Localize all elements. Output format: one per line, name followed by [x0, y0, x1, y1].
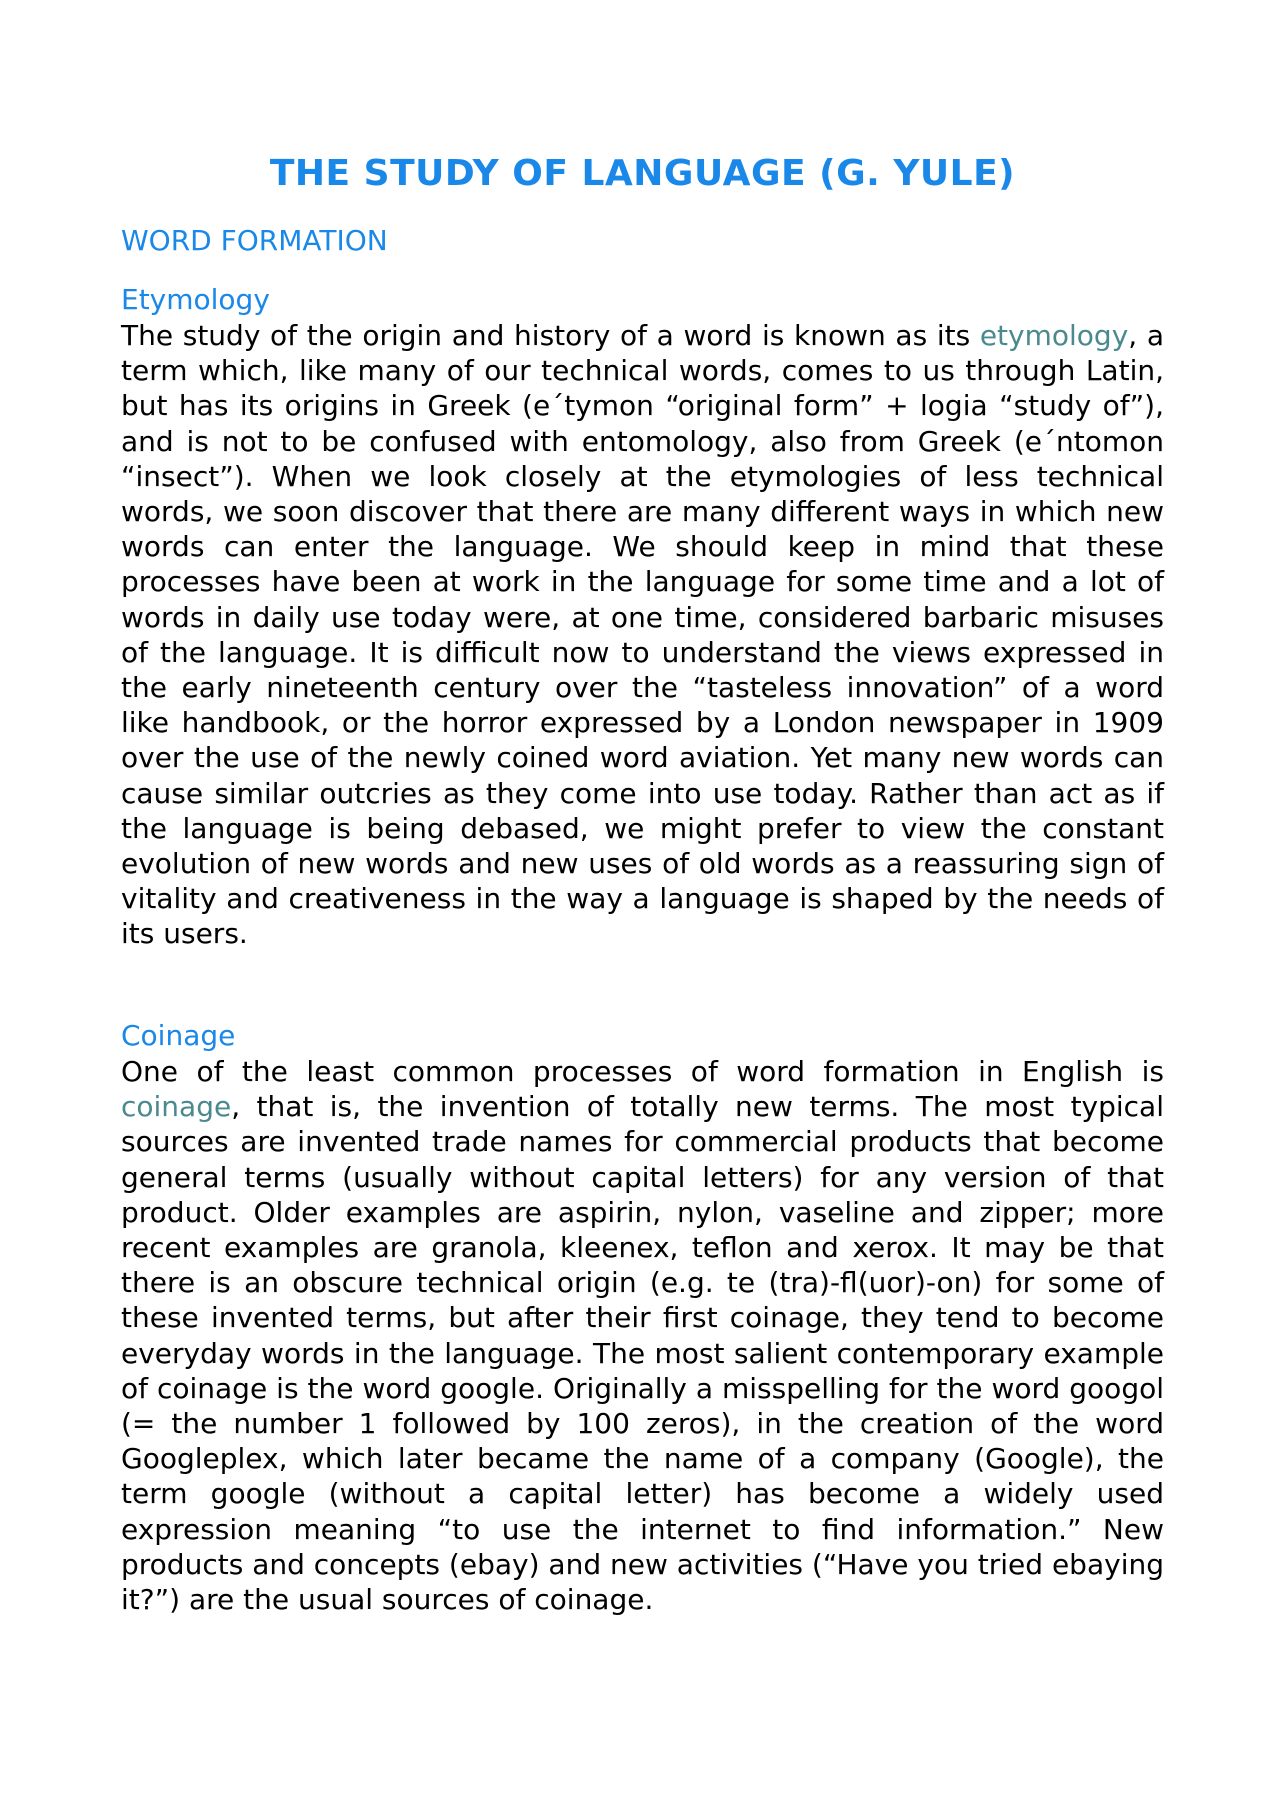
- document-title: THE STUDY OF LANGUAGE (G. YULE): [269, 153, 1016, 194]
- etymology-term: etymology: [979, 319, 1129, 352]
- etymology-section: [121, 282, 1164, 952]
- coinage-intro: One of the least common processes of word formation in English is: [121, 1055, 1164, 1088]
- coinage-paragraph: [121, 1054, 1164, 1617]
- etymology-body: , a term which, like many of our technical words, comes to us through Latin, but has its origins in Greek (e´tymon “original form” + logia “study of”), and is not to be confused with entomology, also from Greek (e´ntomon “insect”). When we look closely at the etymologies of less technical words, we soon discover that there are many different ways in which new words can enter the language. We should keep in mind that these processes have been at work in the language for some time and a lot of words in daily use today were, at one time, considered barbaric misuses of the language. It is difficult now to understand the views expressed in the early nineteenth century over the “tasteless innovation” of a word like handbook, or the horror expressed by a London newspaper in 1909 over the use of the newly coined word aviation. Yet many new words can cause similar outcries as they come into use today. Rather than act as if the language is being debased, we might prefer to view the constant evolution of new words and new uses of old words as a reassuring sign of vitality and creativeness in the way a language is shaped by the needs of its users.: [121, 319, 1164, 951]
- coinage-body: , that is, the invention of totally new terms. The most typical sources are invented trade names for commercial products that become general terms (usually without capital letters) for any version of that product. Older examples are aspirin, nylon, vaseline and zipper; more recent examples are granola, kleenex, teflon and xerox. It may be that there is an obscure technical origin (e.g. te (tra)-fl(uor)-on) for some of these invented terms, but after their first coinage, they tend to become everyday words in the language. The most salient contemporary example of coinage is the word google. Originally a misspelling for the word googol (= the number 1 followed by 100 zeros), in the creation of the word Googleplex, which later became the name of a company (Google), the term google (without a capital letter) has become a widely used expression meaning “to use the internet to find information.” New products and concepts (ebay) and new activities (“Have you tried ebaying it?”) are the usual sources of coinage.: [121, 1090, 1164, 1617]
- coinage-section: [121, 1018, 1164, 1617]
- coinage-term: coinage: [121, 1090, 232, 1124]
- etymology-intro: The study of the origin and history of a word is known as its: [121, 319, 980, 352]
- etymology-heading: Etymology: [121, 283, 270, 316]
- section-heading: WORD FORMATION: [121, 224, 388, 257]
- etymology-paragraph: [121, 318, 1164, 952]
- coinage-heading: Coinage: [121, 1019, 236, 1052]
